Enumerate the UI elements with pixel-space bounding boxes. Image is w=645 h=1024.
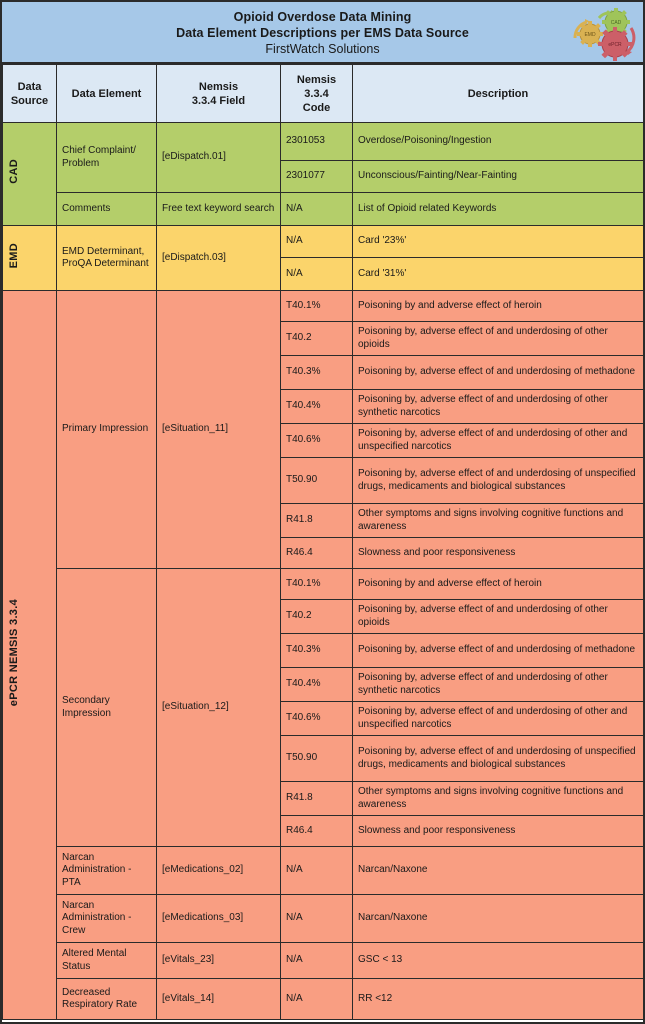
code-cell: N/A <box>281 847 353 895</box>
element-cell: Narcan Administration - PTA <box>57 847 157 895</box>
description-cell: Poisoning by, adverse effect of and underdosing of unspecified drugs, medicaments and biological substances <box>353 736 644 782</box>
column-header-nemsis-code-l2: 3.3.4 <box>304 87 329 100</box>
svg-text:EMD: EMD <box>584 32 596 38</box>
description-cell: Poisoning by, adverse effect of and underdosing of other opioids <box>353 600 644 634</box>
field-cell: [eVitals_23] <box>157 943 281 979</box>
code-cell: T40.6% <box>281 424 353 458</box>
column-header-data-element: Data Element <box>57 65 157 123</box>
column-header-data-source-l2: Source <box>10 94 49 107</box>
code-cell: R46.4 <box>281 816 353 847</box>
code-cell: R46.4 <box>281 538 353 569</box>
description-cell: Poisoning by and adverse effect of heroin <box>353 569 644 600</box>
code-cell: T40.4% <box>281 668 353 702</box>
code-cell: T40.2 <box>281 322 353 356</box>
description-cell: Poisoning by, adverse effect of and underdosing of unspecified drugs, medicaments and biological substances <box>353 458 644 504</box>
column-header-nemsis-code-l3: Code <box>302 101 331 114</box>
svg-text:CAD: CAD <box>610 20 622 26</box>
description-cell: Poisoning by, adverse effect of and underdosing of other opioids <box>353 322 644 356</box>
table-row <box>3 193 644 226</box>
source-cell-emd <box>3 226 57 291</box>
code-cell: T40.4% <box>281 390 353 424</box>
element-cell: Decreased Respiratory Rate <box>57 979 157 1020</box>
field-cell: [eMedications_03] <box>157 895 281 943</box>
firstwatch-logo <box>565 4 639 62</box>
column-header-data-source-l1: Data <box>17 80 42 93</box>
description-cell: Overdose/Poisoning/Ingestion <box>353 123 644 161</box>
table-row <box>3 226 644 258</box>
field-cell: Free text keyword search <box>157 193 281 226</box>
description-cell: Narcan/Naxone <box>353 895 644 943</box>
table-row <box>3 847 644 895</box>
code-cell: T40.1% <box>281 569 353 600</box>
column-header-nemsis-field <box>157 65 281 123</box>
description-cell: Unconscious/Fainting/Near-Fainting <box>353 161 644 193</box>
field-cell: [eSituation_12] <box>157 569 281 847</box>
element-cell: EMD Determinant, ProQA Determinant <box>57 226 157 291</box>
code-cell: N/A <box>281 979 353 1020</box>
svg-text:ePCR: ePCR <box>608 42 622 48</box>
field-cell: [eSituation_11] <box>157 291 281 569</box>
element-cell: Narcan Administration - Crew <box>57 895 157 943</box>
code-cell: N/A <box>281 943 353 979</box>
element-cell: Comments <box>57 193 157 226</box>
page-attribution: FirstWatch Solutions <box>265 41 380 56</box>
code-cell: R41.8 <box>281 782 353 816</box>
logo-node-epcr <box>598 27 632 61</box>
column-header-nemsis-field-l1: Nemsis <box>198 80 239 93</box>
description-cell: Poisoning by, adverse effect of and underdosing of methadone <box>353 356 644 390</box>
description-cell: Other symptoms and signs involving cognitive functions and awareness <box>353 504 644 538</box>
code-cell: T40.6% <box>281 702 353 736</box>
code-cell: T40.1% <box>281 291 353 322</box>
source-cell-cad <box>3 123 57 226</box>
description-cell: Slowness and poor responsiveness <box>353 538 644 569</box>
table-row <box>3 291 644 322</box>
table-row <box>3 979 644 1020</box>
table-header-row <box>3 65 644 123</box>
code-cell: 2301077 <box>281 161 353 193</box>
field-cell: [eVitals_14] <box>157 979 281 1020</box>
description-cell: Poisoning by, adverse effect of and underdosing of other and unspecified narcotics <box>353 424 644 458</box>
field-cell: [eDispatch.01] <box>157 123 281 193</box>
column-header-data-source <box>3 65 57 123</box>
code-cell: T40.2 <box>281 600 353 634</box>
description-cell: Poisoning by, adverse effect of and underdosing of other synthetic narcotics <box>353 390 644 424</box>
description-cell: Other symptoms and signs involving cognitive functions and awareness <box>353 782 644 816</box>
code-cell: T40.3% <box>281 634 353 668</box>
description-cell: Slowness and poor responsiveness <box>353 816 644 847</box>
code-cell: N/A <box>281 258 353 291</box>
element-cell: Secondary Impression <box>57 569 157 847</box>
field-cell: [eDispatch.03] <box>157 226 281 291</box>
description-cell: Poisoning by, adverse effect of and underdosing of methadone <box>353 634 644 668</box>
source-label-emd: EMD <box>8 243 20 269</box>
column-header-description: Description <box>353 65 644 123</box>
description-cell: Narcan/Naxone <box>353 847 644 895</box>
column-header-nemsis-code <box>281 65 353 123</box>
table-row <box>3 943 644 979</box>
page-subtitle: Data Element Descriptions per EMS Data Source <box>176 25 469 40</box>
element-cell: Altered Mental Status <box>57 943 157 979</box>
code-cell: N/A <box>281 193 353 226</box>
description-cell: GSC < 13 <box>353 943 644 979</box>
source-cell-epcr <box>3 291 57 1020</box>
code-cell: N/A <box>281 226 353 258</box>
description-cell: Poisoning by, adverse effect of and underdosing of other and unspecified narcotics <box>353 702 644 736</box>
page-title: Opioid Overdose Data Mining <box>233 9 412 24</box>
element-cell: Primary Impression <box>57 291 157 569</box>
code-cell: R41.8 <box>281 504 353 538</box>
title-banner <box>2 2 643 64</box>
column-header-nemsis-code-l1: Nemsis <box>296 73 337 86</box>
column-header-nemsis-field-l2: 3.3.4 Field <box>191 94 246 107</box>
code-cell: 2301053 <box>281 123 353 161</box>
data-element-table <box>2 64 644 1020</box>
element-cell: Chief Complaint/ Problem <box>57 123 157 193</box>
table-row <box>3 123 644 161</box>
description-cell: List of Opioid related Keywords <box>353 193 644 226</box>
source-label-epcr: ePCR NEMSIS 3.3.4 <box>8 599 20 707</box>
table-row <box>3 895 644 943</box>
code-cell: N/A <box>281 895 353 943</box>
code-cell: T40.3% <box>281 356 353 390</box>
table-row <box>3 569 644 600</box>
description-cell: Poisoning by, adverse effect of and underdosing of other synthetic narcotics <box>353 668 644 702</box>
source-label-cad: CAD <box>8 159 20 185</box>
description-cell: Poisoning by and adverse effect of heroin <box>353 291 644 322</box>
description-cell: RR <12 <box>353 979 644 1020</box>
field-cell: [eMedications_02] <box>157 847 281 895</box>
code-cell: T50.90 <box>281 458 353 504</box>
code-cell: T50.90 <box>281 736 353 782</box>
description-cell: Card '31%' <box>353 258 644 291</box>
description-cell: Card '23%' <box>353 226 644 258</box>
